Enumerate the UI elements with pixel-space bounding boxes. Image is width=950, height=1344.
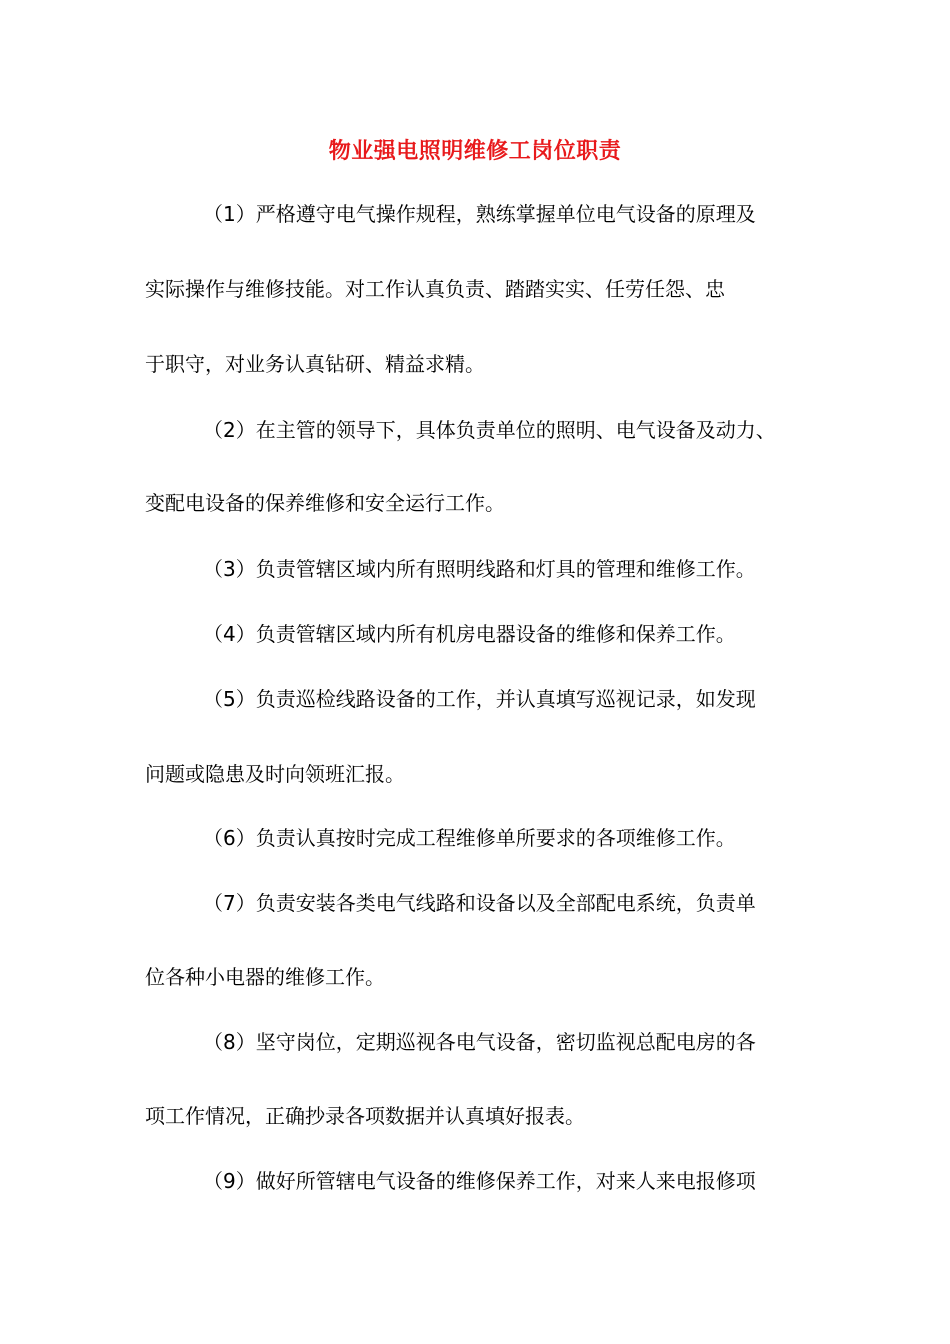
paragraph-1-line-1: （1）严格遵守电气操作规程，熟练掌握单位电气设备的原理及 [203, 202, 756, 226]
paragraph-1-line-2: 实际操作与维修技能。对工作认真负责、踏踏实实、任劳任怨、忠 [145, 277, 725, 301]
paragraph-6-line-1: （6）负责认真按时完成工程维修单所要求的各项维修工作。 [203, 826, 736, 850]
paragraph-4-line-1: （4）负责管辖区域内所有机房电器设备的维修和保养工作。 [203, 622, 736, 646]
paragraph-5-line-1: （5）负责巡检线路设备的工作，并认真填写巡视记录，如发现 [203, 687, 756, 711]
paragraph-8-line-1: （8）坚守岗位，定期巡视各电气设备，密切监视总配电房的各 [203, 1030, 756, 1054]
paragraph-5-line-2: 问题或隐患及时向领班汇报。 [145, 762, 405, 786]
paragraph-1-line-3: 于职守，对业务认真钻研、精益求精。 [145, 352, 485, 376]
paragraph-7-line-1: （7）负责安装各类电气线路和设备以及全部配电系统，负责单 [203, 891, 756, 915]
paragraph-3-line-1: （3）负责管辖区域内所有照明线路和灯具的管理和维修工作。 [203, 557, 756, 581]
paragraph-2-line-2: 变配电设备的保养维修和安全运行工作。 [145, 491, 505, 515]
paragraph-7-line-2: 位各种小电器的维修工作。 [145, 965, 385, 989]
paragraph-8-line-2: 项工作情况，正确抄录各项数据并认真填好报表。 [145, 1104, 585, 1128]
paragraph-9-line-1: （9）做好所管辖电气设备的维修保养工作，对来人来电报修项 [203, 1169, 756, 1193]
paragraph-2-line-1: （2）在主管的领导下，具体负责单位的照明、电气设备及动力、 [203, 418, 776, 442]
document-title: 物业强电照明维修工岗位职责 [328, 139, 622, 164]
